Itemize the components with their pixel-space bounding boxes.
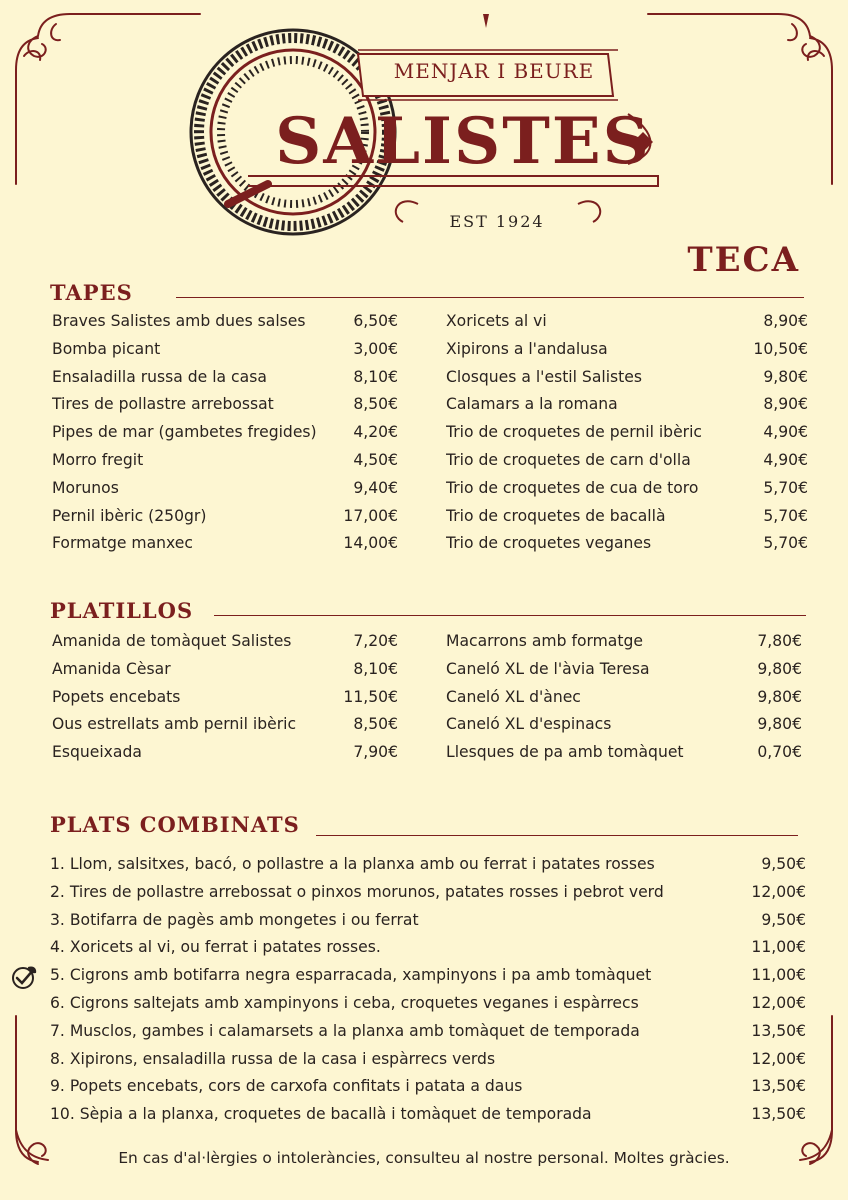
- menu-item: [446, 479, 808, 507]
- menu-item: [52, 451, 398, 479]
- menu-item-name: 1. Llom, salsitxes, bacó, o pollastre a la planxa amb ou ferrat i patates rosses: [50, 855, 655, 873]
- menu-item-price: 6,50€: [353, 312, 398, 330]
- menu-item-name: Trio de croquetes de carn d'olla: [446, 450, 691, 469]
- menu-item-name: Formatge manxec: [52, 534, 193, 553]
- menu-item: [50, 855, 806, 883]
- menu-item-name: 4. Xoricets al vi, ou ferrat i patates rosses.: [50, 938, 381, 957]
- menu-item-name: Closques a l'estil Salistes: [446, 367, 643, 386]
- menu-item: [446, 507, 808, 535]
- menu-item-name: Ensaladilla russa de la casa: [52, 367, 267, 386]
- menu-item-name: Trio de croquetes de pernil ibèric: [446, 423, 702, 442]
- menu-item-price: 4,50€: [353, 450, 398, 469]
- menu-item-price: 7,90€: [353, 743, 398, 762]
- platillos-right-column: [446, 632, 802, 771]
- menu-item: [52, 743, 398, 771]
- menu-item-price: 9,40€: [353, 478, 398, 497]
- menu-item-name: 7. Musclos, gambes i calamarsets a la planxa amb tomàquet de temporada: [50, 1021, 640, 1040]
- menu-title: TECA: [687, 240, 800, 280]
- menu-item: [446, 395, 808, 423]
- logo-brand-name: SALISTES: [275, 104, 651, 179]
- menu-item-name: 5. Cigrons amb botifarra negra esparracada, xampinyons i pa amb tomàquet: [50, 966, 652, 985]
- menu-item-name: Xipirons a l'andalusa: [446, 339, 608, 358]
- menu-item-price: 11,00€: [751, 938, 806, 957]
- menu-item-price: 4,90€: [763, 423, 808, 442]
- menu-item: [446, 715, 802, 743]
- menu-item-price: 5,70€: [763, 534, 808, 553]
- menu-item-price: 11,00€: [751, 966, 806, 985]
- menu-item-name: Caneló XL d'espinacs: [446, 715, 612, 734]
- allergy-notice: En cas d'al·lèrgies o intoleràncies, consulteu al nostre personal. Moltes gràcies.: [118, 1149, 730, 1167]
- leaf-check-icon: [10, 963, 38, 991]
- menu-item-name: Trio de croquetes de bacallà: [446, 506, 666, 525]
- menu-item-price: 7,20€: [353, 632, 398, 650]
- menu-item-name: Xoricets al vi: [446, 312, 547, 330]
- menu-item: [446, 534, 808, 562]
- menu-item-name: Llesques de pa amb tomàquet: [446, 743, 684, 762]
- menu-item-price: 8,10€: [353, 367, 398, 386]
- menu-item: [446, 368, 808, 396]
- menu-item-price: 8,90€: [763, 312, 808, 330]
- menu-item-name: Popets encebats: [52, 687, 181, 706]
- section-divider: [176, 297, 804, 298]
- menu-item: [446, 340, 808, 368]
- menu-item-price: 12,00€: [751, 1049, 806, 1068]
- menu-item-name: 3. Botifarra de pagès amb mongetes i ou ferrat: [50, 910, 419, 929]
- menu-item: [52, 395, 398, 423]
- section-title-plats-combinats: PLATS COMBINATS: [50, 812, 300, 837]
- menu-item: [50, 911, 806, 939]
- menu-item-name: 6. Cigrons saltejats amb xampinyons i ceba, croquetes veganes i espàrrecs: [50, 993, 639, 1012]
- menu-item-price: 13,50€: [751, 1105, 806, 1124]
- menu-item: [52, 368, 398, 396]
- menu-item-price: 5,70€: [763, 478, 808, 497]
- menu-item-name: Tires de pollastre arrebossat: [52, 395, 274, 414]
- restaurant-logo: [188, 14, 673, 254]
- menu-item: [52, 660, 398, 688]
- menu-item-name: 10. Sèpia a la planxa, croquetes de bacallà i tomàquet de temporada: [50, 1105, 592, 1124]
- menu-item-name: Pernil ibèric (250gr): [52, 506, 207, 525]
- menu-item-name: 2. Tires de pollastre arrebossat o pinxos morunos, patates rosses i pebrot verd: [50, 882, 664, 901]
- plats-combinats-list: [50, 855, 806, 1133]
- menu-item-price: 0,70€: [757, 743, 802, 762]
- menu-item: [52, 632, 398, 660]
- menu-item: [52, 534, 398, 562]
- menu-item: [446, 312, 808, 340]
- menu-item-price: 14,00€: [343, 534, 398, 553]
- menu-item-name: Esqueixada: [52, 743, 142, 762]
- menu-item-price: 8,10€: [353, 659, 398, 678]
- menu-item: [446, 632, 802, 660]
- menu-item-name: Amanida de tomàquet Salistes: [52, 632, 292, 650]
- section-divider: [214, 615, 806, 616]
- menu-item: [446, 423, 808, 451]
- menu-item: [52, 688, 398, 716]
- menu-item-price: 13,50€: [751, 1077, 806, 1096]
- menu-item: [50, 994, 806, 1022]
- menu-item-price: 4,20€: [353, 423, 398, 442]
- menu-item-price: 12,00€: [751, 993, 806, 1012]
- menu-item-name: Trio de croquetes de cua de toro: [446, 478, 699, 497]
- menu-item-name: Braves Salistes amb dues salses: [52, 312, 306, 330]
- menu-item-price: 13,50€: [751, 1021, 806, 1040]
- menu-item: [50, 966, 806, 994]
- menu-item: [52, 312, 398, 340]
- menu-item-price: 9,80€: [757, 659, 802, 678]
- menu-item-price: 7,80€: [757, 632, 802, 650]
- menu-item-price: 9,80€: [757, 687, 802, 706]
- menu-item-name: Ous estrellats amb pernil ibèric: [52, 715, 297, 734]
- tapes-right-column: [446, 312, 808, 562]
- menu-item-price: 9,50€: [761, 910, 806, 929]
- menu-item: [50, 938, 806, 966]
- menu-item-price: 8,50€: [353, 395, 398, 414]
- menu-item-name: Macarrons amb formatge: [446, 632, 643, 650]
- platillos-left-column: [52, 632, 398, 771]
- menu-item-price: 9,80€: [763, 367, 808, 386]
- section-title-tapes: TAPES: [50, 280, 133, 305]
- menu-item: [446, 451, 808, 479]
- menu-item-name: Morro fregit: [52, 450, 144, 469]
- menu-item-price: 10,50€: [753, 339, 808, 358]
- menu-item: [52, 479, 398, 507]
- menu-item: [50, 1105, 806, 1133]
- section-title-platillos: PLATILLOS: [50, 598, 194, 623]
- menu-item: [52, 715, 398, 743]
- menu-item-name: Pipes de mar (gambetes fregides): [52, 423, 317, 442]
- menu-item-name: Amanida Cèsar: [52, 659, 171, 678]
- menu-item-price: 3,00€: [353, 339, 398, 358]
- menu-item-name: Trio de croquetes veganes: [446, 534, 652, 553]
- menu-item: [446, 660, 802, 688]
- menu-item: [50, 1077, 806, 1105]
- menu-item-name: Caneló XL de l'àvia Teresa: [446, 659, 650, 678]
- menu-item-price: 4,90€: [763, 450, 808, 469]
- menu-item: [50, 883, 806, 911]
- menu-item: [52, 507, 398, 535]
- menu-item: [446, 743, 802, 771]
- menu-item-price: 9,50€: [761, 855, 806, 873]
- menu-item-price: 8,90€: [763, 395, 808, 414]
- menu-item-name: Calamars a la romana: [446, 395, 618, 414]
- menu-item: [50, 1022, 806, 1050]
- menu-item: [52, 423, 398, 451]
- menu-item: [52, 340, 398, 368]
- section-divider: [316, 835, 798, 836]
- menu-item-price: 11,50€: [343, 687, 398, 706]
- menu-item-name: Morunos: [52, 478, 119, 497]
- menu-item: [446, 688, 802, 716]
- menu-item-name: Bomba picant: [52, 339, 161, 358]
- tapes-left-column: [52, 312, 398, 562]
- menu-item-name: 8. Xipirons, ensaladilla russa de la casa i espàrrecs verds: [50, 1049, 496, 1068]
- menu-item-name: 9. Popets encebats, cors de carxofa confitats i patata a daus: [50, 1077, 523, 1096]
- menu-item-price: 17,00€: [343, 506, 398, 525]
- menu-item-price: 5,70€: [763, 506, 808, 525]
- menu-item-name: Caneló XL d'ànec: [446, 687, 581, 706]
- logo-established-year: EST 1924: [449, 212, 545, 231]
- logo-tagline: MENJAR I BEURE: [393, 59, 595, 83]
- menu-item-price: 8,50€: [353, 715, 398, 734]
- menu-item-price: 12,00€: [751, 882, 806, 901]
- menu-item-price: 9,80€: [757, 715, 802, 734]
- menu-item: [50, 1050, 806, 1078]
